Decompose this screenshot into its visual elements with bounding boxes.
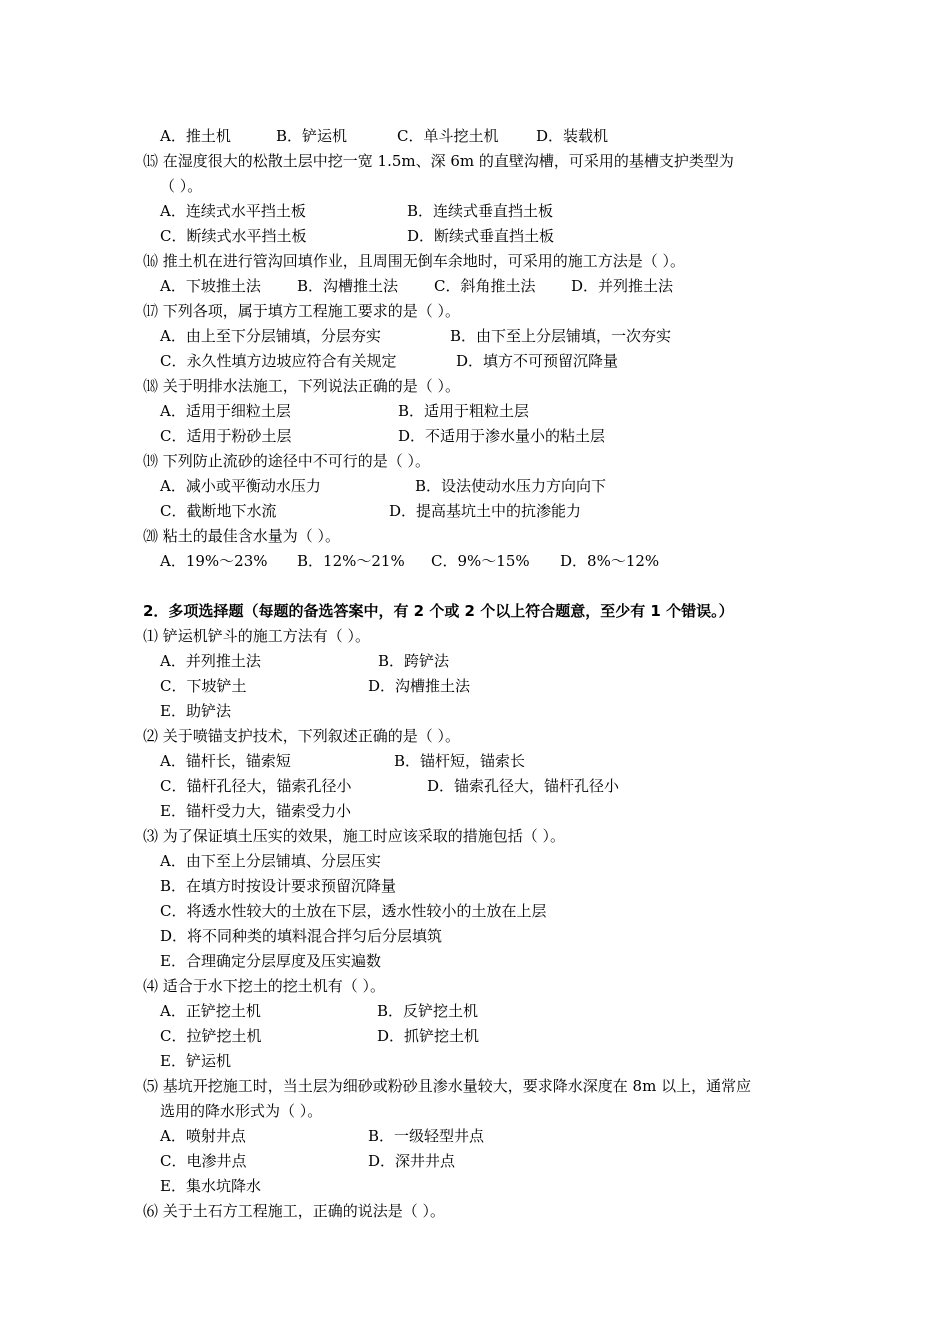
option-text: D．抓铲挖土机	[377, 1027, 480, 1045]
option-text: B．锚杆短，锚索长	[394, 752, 526, 770]
section-2-title: 2．多项选择题（每题的备选答案中，有 2 个或 2 个以上符合题意，至少有 1 个错误。）	[143, 602, 734, 620]
option-text: C．下坡铲土	[160, 677, 247, 695]
question-stem: ⑵ 关于喷锚支护技术，下列叙述正确的是（ ）。	[143, 727, 461, 745]
option-text: C．单斗挖土机	[397, 127, 499, 145]
option-text: D．深井井点	[368, 1152, 456, 1170]
option-text: D．装载机	[536, 127, 609, 145]
option-text: A．锚杆长，锚索短	[160, 752, 291, 770]
option-text: C．截断地下水流	[160, 502, 277, 520]
option-text: B．适用于粗粒土层	[398, 402, 530, 420]
question-stem: ⑹ 关于土石方工程施工，正确的说法是（ ）。	[143, 1202, 446, 1220]
option-text: A．喷射井点	[160, 1127, 246, 1145]
option-text: C．斜角推土法	[434, 277, 536, 295]
option-text: D．沟槽推土法	[368, 677, 471, 695]
option-text: C．锚杆孔径大，锚索孔径小	[160, 777, 352, 795]
option-text: B．反铲挖土机	[377, 1002, 479, 1020]
question-stem: ⒇ 粘土的最佳含水量为（ ）。	[143, 527, 341, 545]
option-text: A．连续式水平挡土板	[160, 202, 306, 220]
option-text: A．19%～23%	[160, 552, 268, 570]
option-text: A．推土机	[160, 127, 231, 145]
option-text: B．连续式垂直挡土板	[407, 202, 554, 220]
option-text: B．12%～21%	[297, 552, 405, 570]
option-text: C．永久性填方边坡应符合有关规定	[160, 352, 397, 370]
option-text: A．并列推土法	[160, 652, 261, 670]
option-text: A．由上至下分层铺填，分层夯实	[160, 327, 381, 345]
option-text: B．设法使动水压力方向向下	[415, 477, 607, 495]
question-stem: 选用的降水形式为（ ）。	[160, 1102, 323, 1120]
option-text: D．不适用于渗水量小的粘土层	[398, 427, 606, 445]
option-text: A．由下至上分层铺填、分层压实	[160, 852, 381, 870]
option-text: A．正铲挖土机	[160, 1002, 261, 1020]
option-text: C．断续式水平挡土板	[160, 227, 307, 245]
option-text: B．跨铲法	[378, 652, 450, 670]
option-text: E．锚杆受力大，锚索受力小	[160, 802, 351, 820]
option-text: C．适用于粉砂土层	[160, 427, 292, 445]
question-stem: ⑶ 为了保证填土压实的效果，施工时应该采取的措施包括（ ）。	[143, 827, 566, 845]
option-text: E．助铲法	[160, 702, 231, 720]
option-text: C．9%～15%	[431, 552, 530, 570]
question-stem: ⒃ 推土机在进行管沟回填作业，且周围无倒车余地时，可采用的施工方法是（ ）。	[143, 252, 686, 270]
option-text: A．下坡推土法	[160, 277, 261, 295]
option-text: D．提高基坑土中的抗渗能力	[389, 502, 582, 520]
option-text: C．拉铲挖土机	[160, 1027, 262, 1045]
option-text: E．集水坑降水	[160, 1177, 261, 1195]
option-text: C．将透水性较大的土放在下层，透水性较小的土放在上层	[160, 902, 547, 920]
option-text: C．电渗井点	[160, 1152, 247, 1170]
question-stem: ⑴ 铲运机铲斗的施工方法有（ ）。	[143, 627, 371, 645]
question-stem: ⑷ 适合于水下挖土的挖土机有（ ）。	[143, 977, 386, 995]
option-text: B．铲运机	[276, 127, 348, 145]
option-text: D．断续式垂直挡土板	[407, 227, 555, 245]
option-text: A．减小或平衡动水压力	[160, 477, 321, 495]
question-stem: ⒆ 下列防止流砂的途径中不可行的是（ ）。	[143, 452, 431, 470]
option-text: D．并列推土法	[571, 277, 674, 295]
option-text: A．适用于细粒土层	[160, 402, 291, 420]
option-text: E．合理确定分层厚度及压实遍数	[160, 952, 381, 970]
option-text: B．由下至上分层铺填，一次夯实	[450, 327, 672, 345]
option-text: B．在填方时按设计要求预留沉降量	[160, 877, 397, 895]
question-stem: ⒂ 在湿度很大的松散土层中挖一宽 1.5m、深 6m 的直壁沟槽，可采用的基槽支护类型为	[143, 152, 734, 170]
question-stem: ⑸ 基坑开挖施工时，当土层为细砂或粉砂且渗水量较大，要求降水深度在 8m 以上，通常应	[143, 1077, 752, 1095]
option-text: D．锚索孔径大，锚杆孔径小	[427, 777, 620, 795]
option-text: E．铲运机	[160, 1052, 231, 1070]
option-text: B．一级轻型井点	[368, 1127, 485, 1145]
option-text: D．将不同种类的填料混合拌匀后分层填筑	[160, 927, 443, 945]
option-text: D．8%～12%	[560, 552, 660, 570]
question-stem: ⒅ 关于明排水法施工，下列说法正确的是（ ）。	[143, 377, 461, 395]
question-stem: （ ）。	[160, 177, 203, 195]
question-stem: ⒄ 下列各项，属于填方工程施工要求的是（ ）。	[143, 302, 461, 320]
option-text: D．填方不可预留沉降量	[456, 352, 619, 370]
option-text: B．沟槽推土法	[297, 277, 399, 295]
